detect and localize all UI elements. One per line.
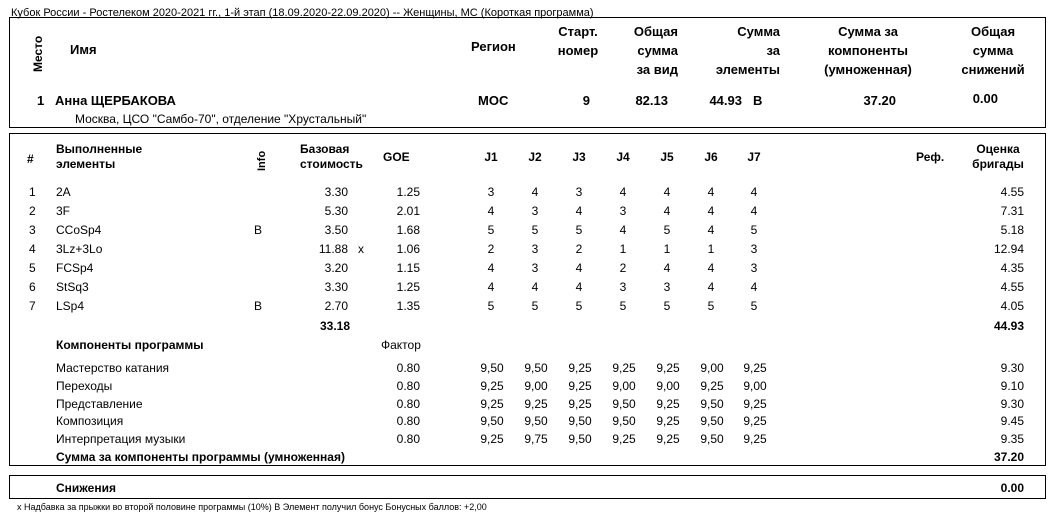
skater-component-score: 37.20	[863, 93, 896, 108]
component-judge-score: 9,50	[612, 414, 636, 429]
component-score-header: Сумма за компоненты (умноженная)	[824, 24, 912, 77]
component-judge-score: 9,50	[700, 432, 724, 447]
element-judge-score: 1	[707, 242, 715, 256]
element-goe: 1.35	[396, 299, 420, 313]
element-score-header: Сумма за элементы	[715, 24, 780, 77]
element-judge-score: 4	[750, 280, 758, 294]
element-base-value: 3.20	[324, 261, 348, 275]
element-judge-score: 5	[575, 299, 583, 313]
skater-element-bonus-flag: B	[753, 93, 763, 108]
component-judge-score: 9,25	[656, 361, 680, 375]
component-name: Композиция	[56, 414, 124, 429]
component-factor: 0.80	[396, 378, 420, 393]
panel-score-header: Оценка бригады	[972, 142, 1024, 171]
element-judge-score: 1	[663, 242, 671, 256]
element-judge-score: 4	[750, 185, 758, 199]
deductions-header: Общая сумма снижений	[961, 24, 1025, 77]
element-judge-score: 4	[487, 280, 495, 294]
component-judge-score: 9,25	[568, 361, 592, 375]
skater-deductions: 0.00	[972, 91, 998, 106]
element-judge-score: 4	[707, 261, 715, 275]
elem-num-header: #	[27, 152, 34, 166]
element-panel-score: 5.18	[1000, 223, 1024, 237]
deductions-label: Снижения	[56, 481, 116, 495]
skater-region: МОС	[478, 93, 509, 108]
element-judge-score: 5	[663, 299, 671, 313]
j3-header: J3	[572, 150, 586, 164]
element-judge-score: 3	[487, 185, 495, 199]
element-number: 4	[29, 242, 36, 256]
name-column-header: Имя	[70, 42, 97, 57]
element-panel-score: 7.31	[1000, 204, 1024, 218]
components-sum-value: 37.20	[993, 450, 1024, 464]
component-judge-score: 9,50	[700, 414, 724, 429]
component-name: Представление	[56, 396, 143, 411]
element-number: 7	[29, 299, 36, 313]
element-judge-score: 3	[531, 261, 539, 275]
element-panel-score: 4.55	[1000, 185, 1024, 199]
element-code: 3F	[56, 204, 71, 218]
element-panel-score: 4.05	[1000, 299, 1024, 313]
j5-header: J5	[660, 150, 674, 164]
element-judge-score: 2	[619, 261, 627, 275]
element-judge-score: 4	[619, 185, 627, 199]
goe-header: GOE	[383, 150, 410, 164]
component-panel-score: 9.45	[1000, 414, 1024, 429]
element-code: 3Lz+3Lo	[56, 242, 103, 256]
element-judge-score: 5	[750, 223, 758, 237]
element-judge-score: 4	[575, 204, 583, 218]
element-judge-score: 3	[531, 242, 539, 256]
elem-name-header: Выполненные элементы	[56, 142, 143, 171]
component-judge-score: 9,25	[656, 432, 680, 447]
total-score-header: Общая сумма за вид	[633, 24, 678, 77]
skater-place: 1	[37, 93, 45, 108]
element-judge-score: 4	[750, 204, 758, 218]
element-base-value: 11.88	[318, 242, 348, 256]
component-factor: 0.80	[396, 361, 420, 375]
footnote: x Надбавка за прыжки во второй половине программы (10%) B Элемент получил бонус Бонусных баллов: +2,00	[17, 502, 487, 512]
component-judge-score: 9,25	[743, 396, 767, 411]
element-judge-score: 5	[487, 299, 495, 313]
element-panel-score: 4.35	[1000, 261, 1024, 275]
deductions-panel	[9, 475, 1046, 499]
j6-header: J6	[704, 150, 718, 164]
component-judge-score: 9,50	[480, 361, 504, 375]
element-code: StSq3	[56, 280, 89, 294]
skater-name: Анна ЩЕРБАКОВА	[55, 93, 176, 108]
element-base-value: 3.30	[324, 185, 348, 199]
factor-header: Фактор	[381, 338, 421, 352]
element-base-value: 5.30	[324, 204, 348, 218]
element-judge-score: 4	[663, 261, 671, 275]
element-judge-score: 1	[619, 242, 627, 256]
element-goe: 1.25	[396, 280, 420, 294]
element-judge-score: 3	[750, 261, 758, 275]
element-judge-score: 5	[531, 299, 539, 313]
info-header: Info	[256, 150, 268, 171]
element-panel-score: 4.55	[1000, 280, 1024, 294]
element-judge-score: 4	[531, 185, 539, 199]
components-title: Компоненты программы	[56, 338, 204, 352]
component-judge-score: 9,50	[524, 414, 548, 429]
element-judge-score: 5	[531, 223, 539, 237]
page-title: Кубок России - Ростелеком 2020-2021 гг., 1-й этап (18.09.2020-22.09.2020) -- Женщины, МС (Короткая программа)	[11, 7, 594, 19]
element-judge-score: 4	[575, 261, 583, 275]
element-judge-score: 2	[575, 242, 583, 256]
element-number: 6	[29, 280, 36, 294]
component-panel-score: 9.30	[1000, 396, 1024, 411]
skater-element-score: 44.93	[709, 93, 742, 108]
skater-total-score: 82.13	[635, 93, 668, 108]
element-judge-score: 4	[707, 280, 715, 294]
component-judge-score: 9,25	[743, 361, 767, 375]
element-code: FCSp4	[56, 261, 94, 275]
start-number-header: Старт. номер	[557, 24, 599, 58]
element-judge-score: 4	[619, 223, 627, 237]
component-judge-score: 9,50	[700, 396, 724, 411]
element-base-value: 3.30	[324, 280, 348, 294]
element-base-value: 2.70	[324, 299, 348, 313]
element-judge-score: 4	[575, 280, 583, 294]
component-judge-score: 9,25	[743, 414, 767, 429]
element-judge-score: 5	[707, 299, 715, 313]
skater-start-number: 9	[582, 93, 590, 108]
element-judge-score: 5	[575, 223, 583, 237]
component-judge-score: 9,25	[568, 396, 592, 411]
element-judge-score: 4	[707, 223, 715, 237]
deductions-value: 0.00	[1000, 481, 1024, 495]
element-number: 3	[29, 223, 36, 237]
component-judge-score: 9,25	[612, 432, 636, 447]
component-judge-score: 9,00	[612, 378, 636, 393]
j1-header: J1	[484, 150, 498, 164]
element-judge-score: 4	[663, 204, 671, 218]
element-judge-score: 3	[619, 280, 627, 294]
element-judge-score: 4	[531, 280, 539, 294]
component-name: Мастерство катания	[56, 361, 170, 375]
element-judge-score: 5	[663, 223, 671, 237]
element-judge-score: 5	[487, 223, 495, 237]
j4-header: J4	[616, 150, 630, 164]
component-factor: 0.80	[396, 396, 420, 411]
region-column-header: Регион	[471, 39, 516, 54]
component-judge-score: 9,50	[612, 396, 636, 411]
element-number: 1	[29, 185, 36, 199]
component-panel-score: 9.35	[1000, 432, 1024, 447]
component-judge-score: 9,25	[743, 432, 767, 447]
component-name: Переходы	[56, 378, 113, 393]
components-sum-label: Сумма за компоненты программы (умноженная)	[56, 450, 345, 464]
component-panel-score: 9.30	[1000, 361, 1024, 375]
component-judge-score: 9,25	[700, 378, 724, 393]
component-judge-score: 9,75	[524, 432, 548, 447]
element-judge-score: 3	[663, 280, 671, 294]
component-factor: 0.80	[396, 432, 420, 447]
component-judge-score: 9,25	[656, 396, 680, 411]
element-judge-score: 4	[487, 261, 495, 275]
element-judge-score: 3	[750, 242, 758, 256]
component-judge-score: 9,00	[656, 378, 680, 393]
component-name: Интерпретация музыки	[56, 432, 186, 447]
element-judge-score: 4	[707, 204, 715, 218]
element-score-total: 44.93	[993, 319, 1024, 333]
component-judge-score: 9,00	[743, 378, 767, 393]
component-judge-score: 9,50	[568, 414, 592, 429]
place-column-header: Место	[31, 35, 45, 72]
element-judge-score: 4	[707, 185, 715, 199]
component-judge-score: 9,50	[524, 361, 548, 375]
component-judge-score: 9,25	[656, 414, 680, 429]
component-judge-score: 9,25	[480, 432, 504, 447]
element-info: B	[254, 299, 263, 313]
j2-header: J2	[528, 150, 542, 164]
element-judge-score: 5	[619, 299, 627, 313]
element-number: 2	[29, 204, 36, 218]
component-judge-score: 9,00	[700, 361, 724, 375]
element-judge-score: 5	[750, 299, 758, 313]
element-goe: 1.15	[396, 261, 420, 275]
base-value-total: 33.18	[319, 319, 350, 333]
element-judge-score: 4	[487, 204, 495, 218]
element-goe: 1.25	[396, 185, 420, 199]
ref-header: Реф.	[916, 150, 945, 164]
component-judge-score: 9,25	[480, 396, 504, 411]
component-judge-score: 9,25	[612, 361, 636, 375]
element-code: LSp4	[56, 299, 85, 313]
element-goe: 1.06	[396, 242, 420, 256]
element-base-value: 3.50	[324, 223, 348, 237]
element-info: B	[254, 223, 263, 237]
element-number: 5	[29, 261, 36, 275]
component-judge-score: 9,25	[480, 378, 504, 393]
element-panel-score: 12.94	[993, 242, 1024, 256]
component-panel-score: 9.10	[1000, 378, 1024, 393]
element-judge-score: 3	[531, 204, 539, 218]
element-judge-score: 3	[619, 204, 627, 218]
component-judge-score: 9,25	[524, 396, 548, 411]
element-goe: 1.68	[396, 223, 420, 237]
component-judge-score: 9,50	[568, 432, 592, 447]
component-factor: 0.80	[396, 414, 420, 429]
element-goe: 2.01	[396, 204, 420, 218]
component-judge-score: 9,00	[524, 378, 548, 393]
element-code: CCoSp4	[56, 223, 102, 237]
j7-header: J7	[747, 150, 761, 164]
element-judge-score: 2	[487, 242, 495, 256]
element-judge-score: 4	[663, 185, 671, 199]
component-judge-score: 9,25	[568, 378, 592, 393]
skater-club: Москва, ЦСО "Самбо-70", отделение "Хрустальный"	[75, 112, 367, 126]
base-value-header: Базовая стоимость	[300, 142, 363, 171]
element-code: 2A	[56, 185, 71, 199]
component-judge-score: 9,50	[480, 414, 504, 429]
element-bonus-mark: x	[358, 242, 364, 256]
element-judge-score: 3	[575, 185, 583, 199]
